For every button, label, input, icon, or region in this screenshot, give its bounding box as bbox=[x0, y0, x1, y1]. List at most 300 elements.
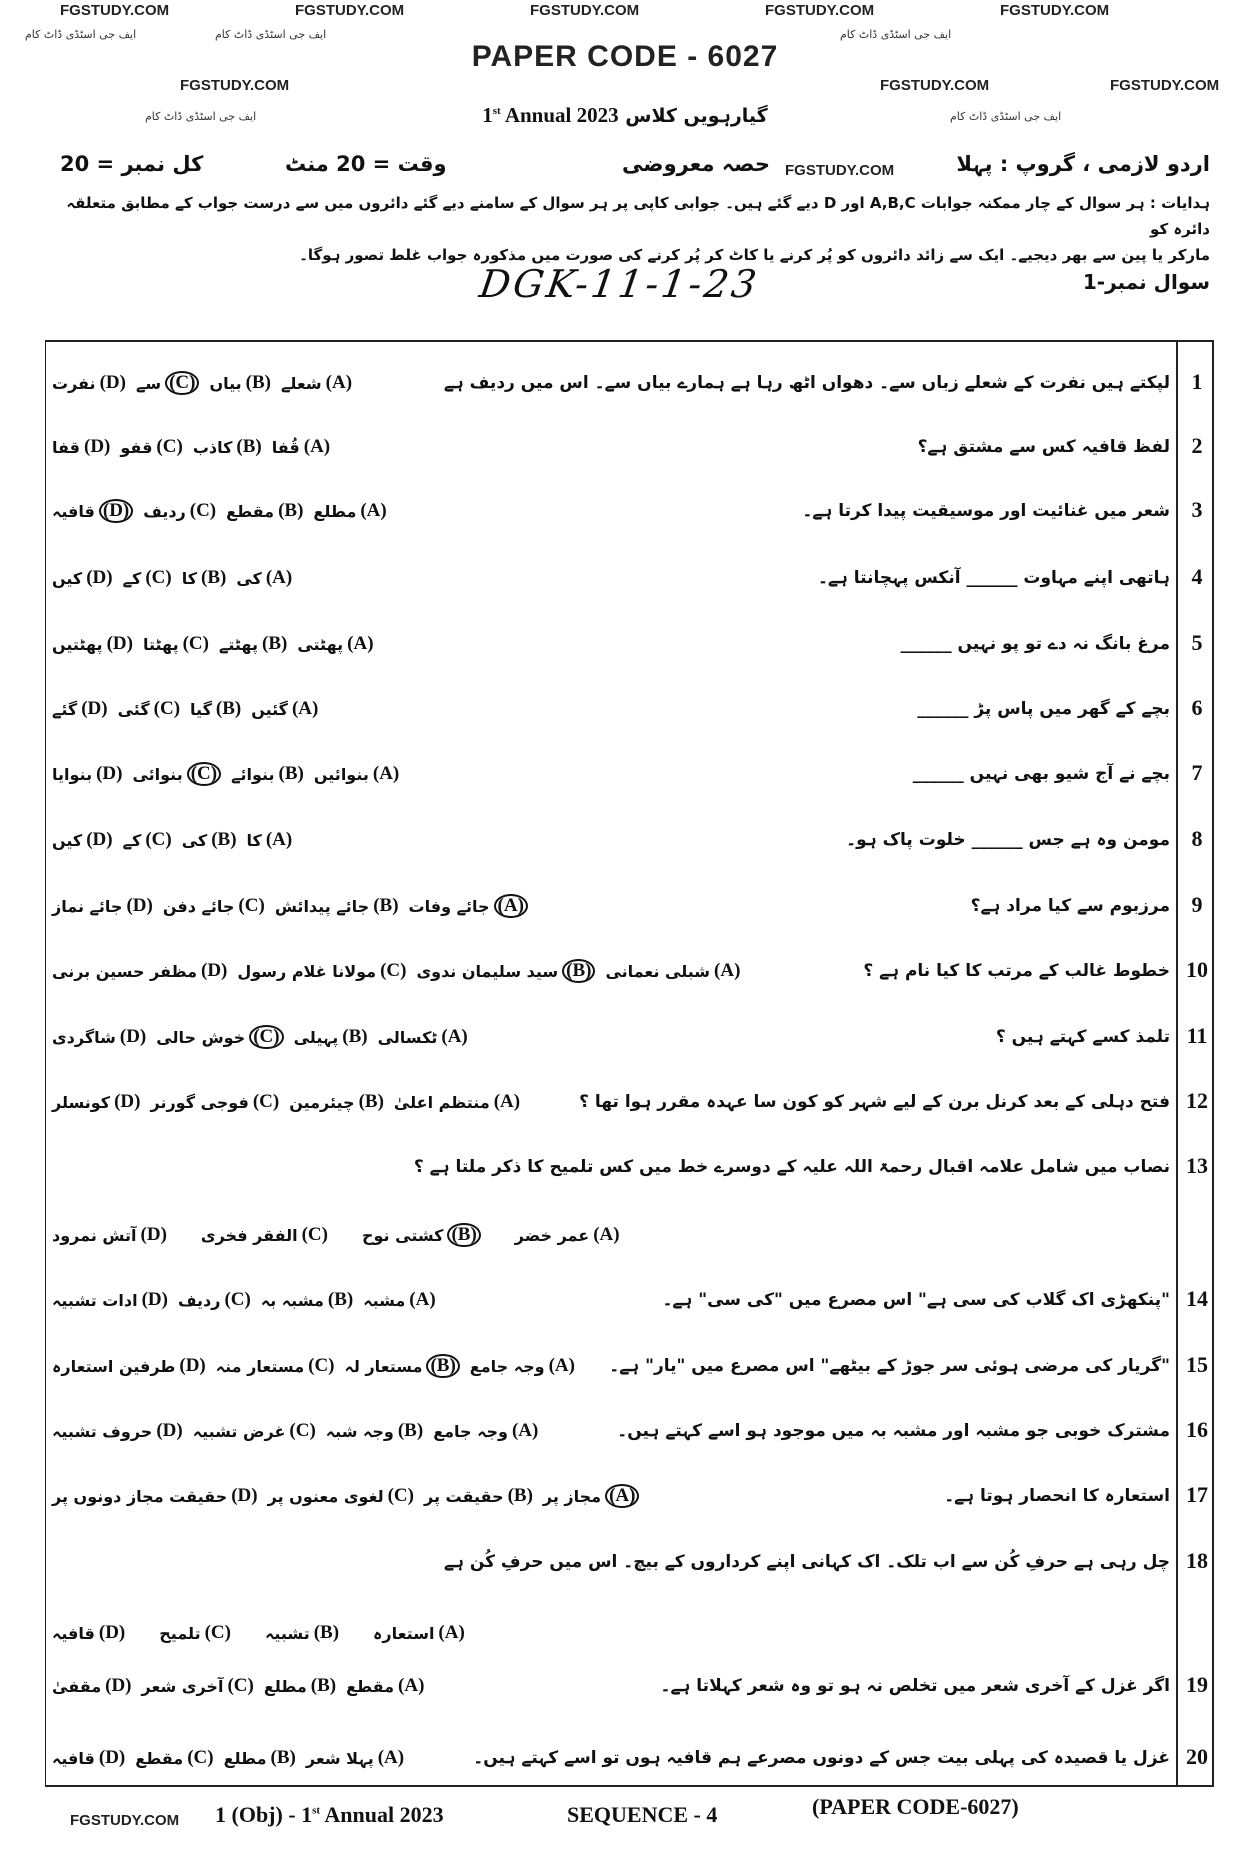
watermark: FGSTUDY.COM bbox=[530, 2, 640, 19]
option-letter: (C) bbox=[145, 567, 172, 588]
question-row bbox=[52, 689, 1170, 729]
options bbox=[52, 1025, 468, 1049]
options bbox=[52, 1223, 620, 1247]
option-b[interactable] bbox=[226, 499, 303, 523]
option-text: غرض تشبیہ bbox=[192, 1421, 286, 1441]
watermark-urdu: ایف جی اسٹڈی ڈاٹ کام bbox=[145, 110, 257, 123]
option-letter: (B) bbox=[201, 567, 227, 588]
option-text: وجہ جامع bbox=[433, 1421, 508, 1441]
option-c[interactable] bbox=[216, 1354, 335, 1378]
option-c[interactable] bbox=[159, 1622, 231, 1644]
option-text: بیاں bbox=[209, 373, 242, 393]
option-d[interactable] bbox=[52, 567, 113, 589]
option-a[interactable] bbox=[314, 762, 399, 786]
option-letter: (B) bbox=[211, 829, 237, 850]
option-text: پھٹتیں bbox=[52, 634, 103, 654]
option-text: پہیلی bbox=[293, 1027, 339, 1047]
option-letter: (D) bbox=[179, 1355, 206, 1376]
option-a[interactable] bbox=[515, 1223, 620, 1247]
option-c[interactable] bbox=[120, 436, 182, 458]
options bbox=[52, 1354, 575, 1378]
option-text: مقفیٰ bbox=[52, 1676, 102, 1696]
question-row bbox=[52, 558, 1170, 598]
option-letter: (B) bbox=[236, 436, 262, 457]
option-text: خوش حالی bbox=[156, 1027, 246, 1047]
option-b[interactable] bbox=[416, 959, 595, 983]
option-b[interactable] bbox=[275, 894, 399, 918]
option-a[interactable] bbox=[394, 1091, 520, 1113]
option-a[interactable] bbox=[409, 894, 528, 918]
option-text: پہلا شعر bbox=[305, 1748, 374, 1768]
option-text: مولانا غلام رسول bbox=[237, 961, 377, 981]
option-letter: (C) bbox=[301, 1224, 328, 1245]
option-d[interactable] bbox=[52, 1223, 167, 1247]
question-text: مومن وہ ہے جس ______ خلوت پاک ہو۔ bbox=[846, 830, 1170, 850]
option-text: مجاز پر bbox=[542, 1486, 602, 1506]
option-text: حقیقت مجاز دونوں پر bbox=[52, 1486, 228, 1506]
option-letter: (C) bbox=[289, 1420, 316, 1441]
option-c[interactable] bbox=[193, 1420, 316, 1442]
option-letter: (A) bbox=[493, 1091, 521, 1112]
options bbox=[52, 762, 399, 786]
option-text: کیں bbox=[52, 568, 83, 588]
option-text: سے bbox=[135, 373, 162, 393]
option-text: استعارہ bbox=[373, 1623, 435, 1643]
class-name: گیارہویں کلاس bbox=[625, 105, 768, 127]
option-a[interactable] bbox=[313, 499, 386, 523]
option-d[interactable] bbox=[52, 762, 122, 786]
option-letter: (B) bbox=[278, 763, 304, 784]
option-b[interactable] bbox=[362, 1223, 481, 1247]
option-letter: (C) bbox=[182, 633, 209, 654]
option-letter: (B) bbox=[245, 372, 271, 393]
question-number: 7 bbox=[1191, 760, 1203, 785]
option-text: قفا bbox=[52, 437, 80, 457]
option-a[interactable] bbox=[247, 829, 293, 851]
question-text: خطوط غالب کے مرتب کا کیا نام ہے ؟ bbox=[863, 961, 1170, 981]
option-c[interactable] bbox=[237, 959, 406, 983]
option-c[interactable] bbox=[178, 1289, 251, 1311]
option-a[interactable] bbox=[236, 567, 292, 589]
option-letter: (A) bbox=[593, 1224, 620, 1245]
option-text: شاگردی bbox=[52, 1027, 116, 1047]
option-text: چیئرمین bbox=[289, 1092, 355, 1112]
option-a[interactable] bbox=[346, 1675, 424, 1697]
option-text: فوجی گورنر bbox=[150, 1092, 249, 1112]
question-number: 15 bbox=[1186, 1352, 1208, 1377]
option-letter: (A) bbox=[714, 960, 741, 981]
question-text: مشترک خوبی جو مشبہ اور مشبہ بہ میں موجود ہو اسے کہتے ہیں۔ bbox=[617, 1421, 1170, 1441]
question-row bbox=[52, 1280, 1170, 1320]
exam-title bbox=[0, 103, 1250, 128]
question-number: 2 bbox=[1191, 433, 1203, 458]
option-d[interactable] bbox=[52, 371, 126, 395]
option-letter: (A) bbox=[360, 500, 387, 521]
option-text: حقیقت پر bbox=[424, 1486, 504, 1506]
option-b[interactable] bbox=[182, 829, 237, 851]
options-row bbox=[52, 1613, 872, 1653]
option-letter: (B) bbox=[397, 1420, 424, 1441]
question-text: "پنکھڑی اک گلاب کی سی ہے" اس مصرع میں "کی سی" ہے۔ bbox=[662, 1290, 1170, 1310]
question-row bbox=[52, 1082, 1170, 1122]
option-text: مقطع bbox=[135, 1748, 184, 1768]
option-a[interactable] bbox=[297, 633, 373, 655]
watermark-urdu: ایف جی اسٹڈی ڈاٹ کام bbox=[950, 110, 1062, 123]
option-text: تلمیح bbox=[159, 1623, 201, 1643]
option-letter: (C) bbox=[156, 436, 183, 457]
option-letter: (B) bbox=[270, 1747, 296, 1768]
option-letter: (C) bbox=[224, 1289, 251, 1310]
question-number: 13 bbox=[1186, 1153, 1208, 1178]
options bbox=[52, 1747, 404, 1769]
options bbox=[52, 371, 352, 395]
option-text: حروف تشبیہ bbox=[52, 1421, 153, 1441]
option-b[interactable] bbox=[219, 633, 287, 655]
option-letter: (C) bbox=[145, 829, 172, 850]
footer-paper-code: (PAPER CODE-6027) bbox=[812, 1794, 1019, 1819]
number-column-divider bbox=[1176, 340, 1178, 1787]
option-text: جائے دفن bbox=[162, 896, 235, 916]
option-text: شبلی نعمانی bbox=[605, 961, 711, 981]
option-text: بنوائی bbox=[132, 764, 183, 784]
question-text: شعر میں غنائیت اور موسیقیت پیدا کرتا ہے۔ bbox=[802, 501, 1170, 521]
options bbox=[52, 894, 528, 918]
option-letter: (B) bbox=[278, 500, 304, 521]
options-row bbox=[52, 1215, 872, 1255]
option-text: جائے پیدائش bbox=[274, 896, 370, 916]
question-row bbox=[52, 754, 1170, 794]
option-letter: (A) bbox=[377, 1747, 405, 1768]
options bbox=[52, 829, 292, 851]
handwritten-note: DGK-11-1-23 bbox=[476, 262, 762, 306]
option-letter: (A) bbox=[494, 894, 528, 918]
question-number: 20 bbox=[1186, 1744, 1208, 1769]
option-letter: (D) bbox=[84, 436, 111, 457]
option-letter: (C) bbox=[238, 895, 265, 916]
option-d[interactable] bbox=[52, 436, 110, 458]
option-d[interactable] bbox=[52, 959, 227, 983]
option-b[interactable] bbox=[424, 1484, 533, 1508]
option-letter: (A) bbox=[303, 436, 331, 457]
question-row bbox=[52, 491, 1170, 531]
option-letter: (B) bbox=[215, 698, 242, 719]
option-b[interactable] bbox=[294, 1025, 368, 1049]
option-letter: (D) bbox=[141, 1289, 168, 1310]
question-text: مرغ بانگ نہ دے تو پو نہیں ______ bbox=[900, 634, 1170, 654]
option-letter: (C) bbox=[249, 1025, 283, 1049]
option-text: گئیں bbox=[251, 699, 288, 719]
watermark: FGSTUDY.COM bbox=[1000, 2, 1110, 19]
option-text: مشبہ بہ bbox=[260, 1290, 324, 1310]
option-letter: (D) bbox=[126, 895, 153, 916]
question-text: فتح دہلی کے بعد کرنل برن کے لیے شہر کو کون سا عہدہ مقرر ہوا تھا ؟ bbox=[579, 1092, 1170, 1112]
option-text: مقطع bbox=[226, 501, 275, 521]
option-text: سید سلیمان ندوی bbox=[416, 961, 559, 981]
question-text: مرزبوم سے کیا مراد ہے؟ bbox=[970, 896, 1170, 916]
paper-code: PAPER CODE - 6027 bbox=[471, 40, 779, 73]
option-b[interactable] bbox=[193, 436, 262, 458]
option-text: عمر خضر bbox=[514, 1225, 590, 1245]
option-letter: (A) bbox=[398, 1675, 425, 1696]
option-letter: (B) bbox=[373, 895, 399, 916]
options bbox=[52, 1091, 520, 1113]
option-text: مشبہ bbox=[363, 1290, 406, 1310]
option-b[interactable] bbox=[345, 1354, 460, 1378]
option-a[interactable] bbox=[306, 1747, 404, 1769]
option-letter: (D) bbox=[96, 763, 123, 784]
question-row bbox=[52, 886, 1170, 926]
question-number: 9 bbox=[1191, 892, 1203, 917]
question-text: اگر غزل کے آخری شعر میں تخلص نہ ہو تو وہ شعر کہلاتا ہے۔ bbox=[660, 1676, 1170, 1696]
options bbox=[52, 1675, 424, 1697]
option-c[interactable] bbox=[143, 499, 216, 523]
option-b[interactable] bbox=[209, 371, 271, 395]
option-letter: (B) bbox=[310, 1675, 337, 1696]
option-b[interactable] bbox=[289, 1091, 384, 1113]
option-b[interactable] bbox=[190, 698, 241, 720]
option-b[interactable] bbox=[264, 1675, 336, 1697]
option-c[interactable] bbox=[143, 633, 209, 655]
option-text: کیں bbox=[52, 830, 83, 850]
option-letter: (A) bbox=[511, 1420, 539, 1441]
instructions-line-1: ہدایات : ہر سوال کے چار ممکنہ جوابات A,B,C اور D دیے گئے ہیں۔ جوابی کاپی پر ہر سوال کے سامنے دیے گئے دائروں میں سے درست جواب کے مطابق متعلقہ دائرہ کو bbox=[66, 194, 1210, 238]
question-number: 17 bbox=[1186, 1482, 1208, 1507]
option-c[interactable] bbox=[123, 567, 172, 589]
option-text: قافیہ bbox=[52, 1623, 95, 1643]
option-d[interactable] bbox=[52, 894, 153, 918]
question-text: استعارہ کا انحصار ہوتا ہے۔ bbox=[944, 1486, 1170, 1506]
options bbox=[52, 633, 374, 655]
question-row bbox=[52, 427, 1170, 467]
option-b[interactable] bbox=[224, 1747, 296, 1769]
question-row bbox=[52, 363, 1170, 403]
option-text: مستعار لہ bbox=[344, 1356, 423, 1376]
option-text: آخری شعر bbox=[141, 1676, 224, 1696]
option-b[interactable] bbox=[265, 1622, 339, 1644]
option-text: مظفر حسین برنی bbox=[52, 961, 197, 981]
option-text: پھٹتے bbox=[218, 634, 258, 654]
option-text: ردیف bbox=[177, 1290, 221, 1310]
option-text: آتش نمرود bbox=[52, 1225, 137, 1245]
option-a[interactable] bbox=[373, 1622, 465, 1644]
option-a[interactable] bbox=[433, 1420, 538, 1442]
question-text: لپکتے ہیں نفرت کے شعلے زباں سے۔ دھواں اٹھ رہا ہے ہمارے بیاں سے۔ اس میں ردیف ہے bbox=[443, 373, 1170, 393]
option-letter: (D) bbox=[99, 372, 126, 393]
option-letter: (D) bbox=[140, 1224, 167, 1245]
option-letter: (D) bbox=[119, 1026, 147, 1047]
option-letter: (D) bbox=[81, 698, 108, 719]
question-row bbox=[52, 1017, 1170, 1057]
option-d[interactable] bbox=[52, 698, 108, 720]
watermark: FGSTUDY.COM bbox=[295, 2, 405, 19]
question-row bbox=[52, 1542, 1170, 1582]
options bbox=[52, 436, 330, 458]
option-text: مقطع bbox=[346, 1676, 395, 1696]
instructions bbox=[60, 190, 1210, 268]
watermark-urdu: ایف جی اسٹڈی ڈاٹ کام bbox=[215, 28, 327, 41]
option-letter: (A) bbox=[265, 567, 293, 588]
question-number: 11 bbox=[1186, 1023, 1208, 1048]
option-c[interactable] bbox=[268, 1484, 414, 1508]
option-text: قفو bbox=[120, 437, 153, 457]
option-text: لغوی معنوں پر bbox=[267, 1486, 384, 1506]
option-letter: (D) bbox=[98, 1622, 126, 1643]
option-letter: (A) bbox=[441, 1026, 468, 1047]
option-text: منتظم اعلیٰ bbox=[393, 1092, 490, 1112]
option-letter: (C) bbox=[165, 371, 199, 395]
option-letter: (A) bbox=[409, 1289, 436, 1310]
footer-sequence: SEQUENCE - 4 bbox=[567, 1802, 718, 1827]
option-letter: (B) bbox=[507, 1485, 533, 1506]
option-d[interactable] bbox=[52, 1091, 141, 1113]
question-text: نصاب میں شامل علامہ اقبال رحمۃ اللہ علیہ کے دوسرے خط میں کس تلمیح کا ذکر ملتا ہے ؟ bbox=[413, 1157, 1170, 1177]
option-d[interactable] bbox=[52, 1747, 125, 1769]
question-text: لفظ قافیہ کس سے مشتق ہے؟ bbox=[917, 437, 1170, 457]
option-d[interactable] bbox=[52, 1289, 168, 1311]
option-text: کا bbox=[246, 830, 262, 850]
options bbox=[52, 959, 740, 983]
option-letter: (D) bbox=[105, 1675, 132, 1696]
option-letter: (A) bbox=[372, 763, 400, 784]
option-letter: (D) bbox=[156, 1420, 183, 1441]
option-b[interactable] bbox=[261, 1289, 353, 1311]
option-d[interactable] bbox=[52, 1622, 125, 1644]
option-c[interactable] bbox=[151, 1091, 280, 1113]
option-d[interactable] bbox=[52, 633, 133, 655]
watermark-urdu: ایف جی اسٹڈی ڈاٹ کام bbox=[25, 28, 137, 41]
question-number: 12 bbox=[1186, 1088, 1208, 1113]
footer-exam: 1 (Obj) - 1st Annual 2023 bbox=[215, 1802, 444, 1827]
option-text: جائے وفات bbox=[408, 896, 490, 916]
option-letter: (C) bbox=[252, 1091, 280, 1112]
section-label: حصہ معروضی bbox=[622, 152, 770, 176]
question-number: 14 bbox=[1186, 1286, 1208, 1311]
question-text: بچے کے گھر میں پاس پڑ ______ bbox=[917, 699, 1170, 719]
option-letter: (A) bbox=[548, 1355, 575, 1376]
options bbox=[52, 1484, 639, 1508]
option-c[interactable] bbox=[142, 1675, 254, 1697]
option-letter: (D) bbox=[231, 1485, 258, 1506]
option-text: نفرت bbox=[52, 373, 96, 393]
option-a[interactable] bbox=[251, 698, 318, 720]
option-c[interactable] bbox=[163, 894, 265, 918]
options bbox=[52, 1420, 538, 1442]
option-c[interactable] bbox=[118, 698, 180, 720]
option-text: گئی bbox=[117, 699, 150, 719]
option-letter: (D) bbox=[99, 499, 133, 523]
option-text: قافیہ bbox=[52, 1748, 95, 1768]
option-a[interactable] bbox=[470, 1354, 575, 1378]
option-text: طرفین استعارہ bbox=[52, 1356, 176, 1376]
option-letter: (D) bbox=[106, 633, 133, 654]
option-c[interactable] bbox=[156, 1025, 283, 1049]
option-text: قُفا bbox=[271, 437, 300, 457]
option-d[interactable] bbox=[52, 1420, 183, 1442]
option-text: مطلع bbox=[313, 501, 357, 521]
question-number: 4 bbox=[1191, 564, 1203, 589]
option-letter: (C) bbox=[387, 1485, 414, 1506]
question-number-label: سوال نمبر-1 bbox=[1082, 270, 1210, 294]
option-letter: (C) bbox=[308, 1355, 335, 1376]
option-letter: (C) bbox=[187, 1747, 214, 1768]
option-text: کاذب bbox=[192, 437, 233, 457]
option-a[interactable] bbox=[543, 1484, 640, 1508]
option-text: شعلے bbox=[280, 373, 322, 393]
options bbox=[52, 1622, 465, 1644]
option-c[interactable] bbox=[123, 829, 172, 851]
question-row bbox=[52, 1411, 1170, 1451]
question-row bbox=[52, 624, 1170, 664]
option-d[interactable] bbox=[52, 1675, 132, 1697]
option-text: مطلع bbox=[263, 1676, 307, 1696]
option-letter: (A) bbox=[438, 1622, 465, 1643]
option-d[interactable] bbox=[52, 1025, 146, 1049]
option-letter: (D) bbox=[114, 1091, 141, 1112]
option-b[interactable] bbox=[182, 567, 227, 589]
option-a[interactable] bbox=[363, 1289, 435, 1311]
question-number: 5 bbox=[1191, 630, 1203, 655]
option-text: کی bbox=[236, 568, 262, 588]
option-a[interactable] bbox=[378, 1025, 468, 1049]
option-c[interactable] bbox=[201, 1223, 328, 1247]
option-text: گیا bbox=[190, 699, 212, 719]
watermark: FGSTUDY.COM bbox=[180, 77, 290, 94]
option-letter: (A) bbox=[291, 698, 319, 719]
options bbox=[52, 1289, 436, 1311]
question-row bbox=[52, 1346, 1170, 1386]
option-a[interactable] bbox=[272, 436, 330, 458]
option-letter: (A) bbox=[325, 372, 353, 393]
option-letter: (A) bbox=[265, 829, 293, 850]
question-number: 18 bbox=[1186, 1548, 1208, 1573]
option-text: وجہ شبہ bbox=[325, 1421, 394, 1441]
option-b[interactable] bbox=[326, 1420, 423, 1442]
option-c[interactable] bbox=[136, 371, 200, 395]
options bbox=[52, 499, 387, 523]
question-row bbox=[52, 1476, 1170, 1516]
question-number: 3 bbox=[1191, 497, 1203, 522]
option-letter: (C) bbox=[204, 1622, 231, 1643]
option-letter: (A) bbox=[605, 1484, 639, 1508]
option-text: تشبیہ bbox=[264, 1623, 310, 1643]
option-letter: (B) bbox=[447, 1223, 480, 1247]
option-text: ادات تشبیہ bbox=[52, 1290, 138, 1310]
question-number: 19 bbox=[1186, 1672, 1208, 1697]
watermark: FGSTUDY.COM bbox=[880, 77, 990, 94]
option-d[interactable] bbox=[52, 499, 133, 523]
option-text: قافیہ bbox=[52, 501, 95, 521]
option-text: کشتی نوح bbox=[361, 1225, 444, 1245]
option-d[interactable] bbox=[52, 1484, 258, 1508]
option-a[interactable] bbox=[281, 371, 352, 395]
subject-group: اردو لازمی ، گروپ : پہلا bbox=[956, 152, 1210, 176]
option-d[interactable] bbox=[52, 1354, 206, 1378]
option-letter: (D) bbox=[86, 567, 113, 588]
option-letter: (B) bbox=[262, 633, 288, 654]
option-letter: (D) bbox=[86, 829, 113, 850]
option-d[interactable] bbox=[52, 829, 113, 851]
question-row bbox=[52, 820, 1170, 860]
option-b[interactable] bbox=[231, 762, 304, 786]
option-c[interactable] bbox=[132, 762, 221, 786]
option-c[interactable] bbox=[135, 1747, 213, 1769]
option-a[interactable] bbox=[605, 959, 740, 983]
annual-label: 1st Annual 2023 bbox=[482, 103, 619, 127]
option-text: کی bbox=[181, 830, 208, 850]
option-text: کے bbox=[122, 568, 142, 588]
option-letter: (D) bbox=[201, 960, 228, 981]
watermark: FGSTUDY.COM bbox=[1110, 77, 1220, 94]
